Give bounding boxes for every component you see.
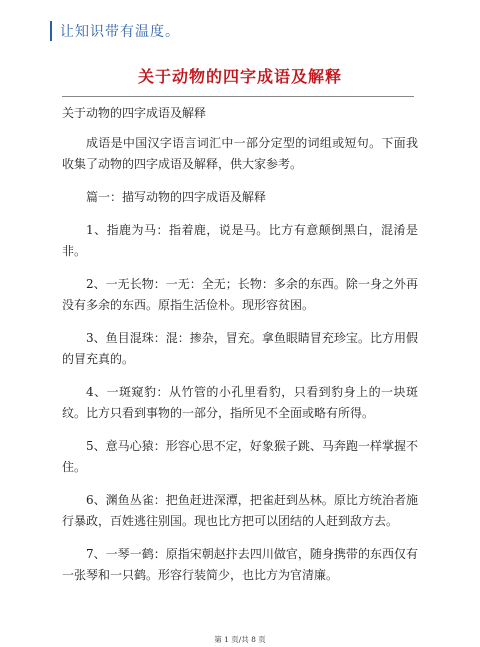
idiom-entry: 2、一无长物：一无：全无；长物：多余的东西。除一身之外再没有多余的东西。原指生活俭朴。现形容贫困。: [62, 277, 418, 312]
document-body: [62, 103, 418, 598]
idiom-entry: 4、一斑窥豹：从竹管的小孔里看豹，只看到豹身上的一块斑纹。比方只看到事物的一部分，指所见不全面或略有所得。: [62, 385, 418, 420]
document-subtitle: 关于动物的四字成语及解释: [62, 106, 207, 120]
page-header: [50, 20, 180, 42]
idiom-entry: 5、意马心猿：形容心思不定，好象猴子跳、马奔跑一样掌握不住。: [62, 439, 418, 474]
intro-paragraph: 成语是中国汉字语言词汇中一部分定型的词组或短句。下面我收集了动物的四字成语及解释，供大家参考。: [62, 136, 418, 171]
document-title: 关于动物的四字成语及解释: [137, 67, 342, 86]
header-accent-bar: [50, 21, 52, 41]
idiom-entry: 6、渊鱼丛雀：把鱼赶进深潭，把雀赶到丛林。原比方统治者施行暴政，百姓逃往别国。现也比方把可以团结的人赶到敌方去。: [62, 493, 418, 528]
page-number: 第 1 页/共 8 页: [214, 635, 266, 644]
title-divider: [62, 96, 414, 97]
header-slogan: 让知识带有温度。: [60, 24, 180, 40]
idiom-entry: 3、鱼目混珠：混：掺杂，冒充。拿鱼眼睛冒充珍宝。比方用假的冒充真的。: [62, 331, 418, 366]
section-heading: 篇一：描写动物的四字成语及解释: [86, 190, 267, 204]
idiom-entry: 1、指鹿为马：指着鹿，说是马。比方有意颠倒黑白，混淆是非。: [62, 223, 418, 258]
idiom-entry: 7、一琴一鹤：原指宋朝赵抃去四川做官，随身携带的东西仅有一张琴和一只鹤。形容行装简少，也比方为官清廉。: [62, 547, 418, 582]
